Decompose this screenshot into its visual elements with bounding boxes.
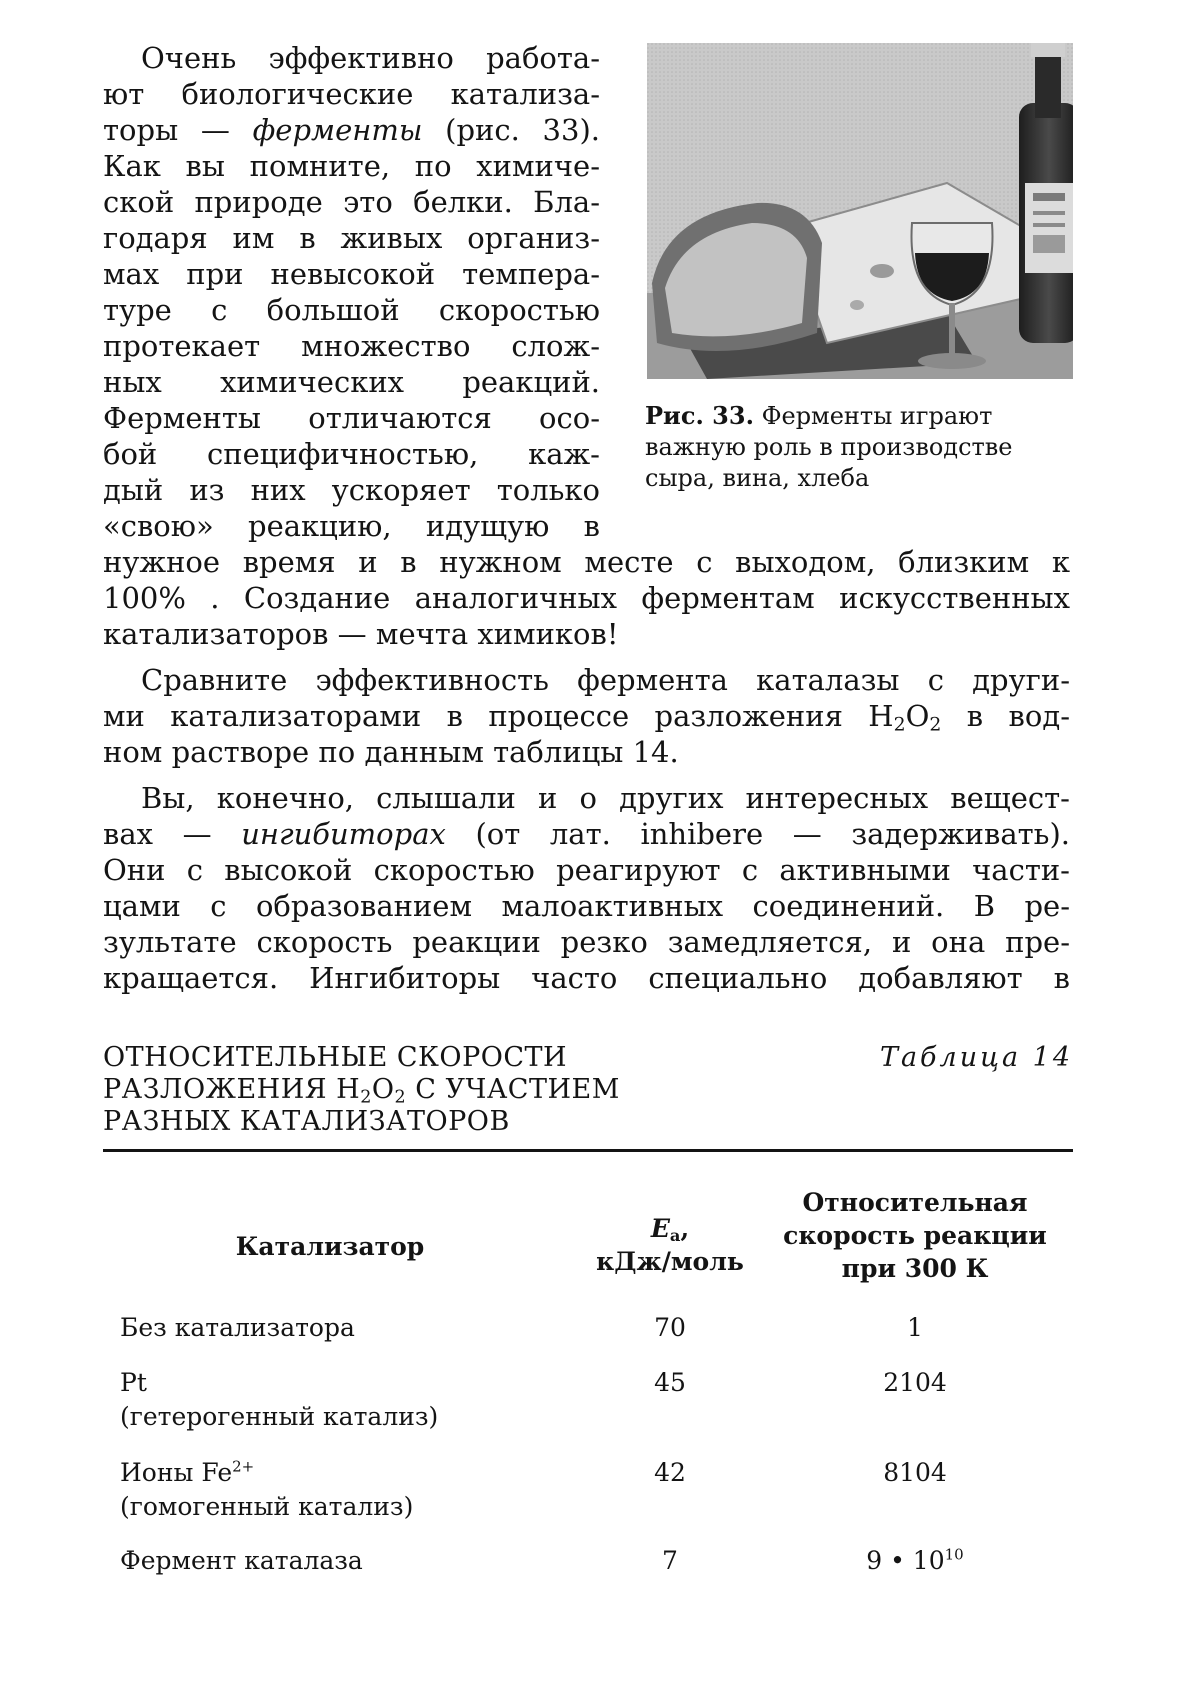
text-fragment: С УЧАСТИЕМ xyxy=(406,1074,620,1105)
subscript: 2 xyxy=(360,1087,372,1108)
table-cell-rate xyxy=(805,1544,1025,1577)
text-line: «свою» реакцию, идущую в xyxy=(103,509,600,543)
caption-label: Рис. 33. xyxy=(645,401,754,430)
table-title-line: ОТНОСИТЕЛЬНЫЕ СКОРОСТИ xyxy=(103,1042,568,1073)
text-fragment: ми катализаторами в процессе разложения H xyxy=(103,699,894,733)
text-line: бой специфичностью, каж- xyxy=(103,437,600,471)
header-line: при 300 К xyxy=(841,1254,989,1283)
figure-caption xyxy=(645,400,1085,494)
ea-subscript: а xyxy=(669,1226,681,1246)
table-title-line xyxy=(103,1074,620,1106)
text-line: Очень эффективно работа- xyxy=(141,41,600,75)
ea-letter: E xyxy=(650,1214,670,1243)
table-title-line: РАЗНЫХ КАТАЛИЗАТОРОВ xyxy=(103,1106,510,1137)
text-line: 100% . Создание аналогичных ферментам искусственных xyxy=(103,581,1070,615)
text-fragment: O xyxy=(371,1074,395,1105)
table-cell-catalyst: Без катализатора xyxy=(120,1313,355,1342)
table-cell-ea: 7 xyxy=(662,1546,678,1575)
text-line: протекает множество слож- xyxy=(103,329,600,363)
header-line: скорость реакции xyxy=(783,1221,1047,1250)
term-fermenty: ферменты xyxy=(252,113,423,147)
text-fragment: в вод- xyxy=(941,699,1070,733)
text-line: ном растворе по данным таблицы 14. xyxy=(103,735,679,769)
table-cell-catalysis-type: (гетерогенный катализ) xyxy=(120,1402,439,1431)
figure-cheese-wine-bread-photo xyxy=(647,43,1073,379)
table-cell-rate: 2104 xyxy=(883,1368,947,1397)
table-cell-ea: 45 xyxy=(654,1368,686,1397)
text-fragment: (рис. 33). xyxy=(422,113,600,147)
text-fragment: Ионы Fe xyxy=(120,1458,233,1487)
table-top-rule xyxy=(103,1149,1073,1152)
text-fragment: вах — xyxy=(103,817,242,851)
table-number-label: Таблица 14 xyxy=(879,1042,1073,1073)
text-fragment: торы — xyxy=(103,113,253,147)
column-header-relative-rate xyxy=(765,1186,1065,1285)
text-line: ской природе это белки. Бла- xyxy=(103,185,600,219)
table-cell-rate: 1 xyxy=(907,1313,923,1342)
text-line: туре с большой скоростью xyxy=(103,293,600,327)
ea-comma: , xyxy=(680,1214,690,1243)
text-fragment: O xyxy=(905,699,930,733)
text-line: нужное время и в нужном месте с выходом, близким к xyxy=(103,545,1070,579)
subscript: 2 xyxy=(929,714,942,736)
ea-symbol xyxy=(560,1212,780,1245)
table-cell-catalyst: Pt xyxy=(120,1368,147,1397)
table-cell-catalyst: Фермент каталаза xyxy=(120,1546,363,1575)
subscript: 2 xyxy=(893,714,906,736)
text-line xyxy=(103,816,1070,853)
text-line: мах при невысокой темпера- xyxy=(103,257,600,291)
table-cell-rate: 8104 xyxy=(883,1458,947,1487)
text-line: дый из них ускоряет только xyxy=(103,473,600,507)
superscript: 2+ xyxy=(232,1457,255,1476)
term-ingibitorah: ингибиторах xyxy=(241,817,446,851)
text-line: кращается. Ингибиторы часто специально добавляют в xyxy=(103,961,1070,995)
text-line xyxy=(103,698,1070,735)
text-line: Сравните эффективность фермента каталазы с други- xyxy=(141,663,1070,697)
text-line: Ферменты отличаются осо- xyxy=(103,401,600,435)
table-cell-catalysis-type: (гомогенный катализ) xyxy=(120,1492,414,1521)
text-line: катализаторов — мечта химиков! xyxy=(103,617,619,651)
table-cell-catalyst xyxy=(120,1456,254,1489)
table-cell-ea: 42 xyxy=(654,1458,686,1487)
text-line: Они с высокой скоростью реагируют с активными части- xyxy=(103,853,1070,887)
text-line: Как вы помните, по химиче- xyxy=(103,149,600,183)
text-line: зультате скорость реакции резко замедляется, и она пре- xyxy=(103,925,1070,959)
text-line: ют биологические катализа- xyxy=(103,77,600,111)
text-fragment: РАЗЛОЖЕНИЯ H xyxy=(103,1074,361,1105)
table-cell-ea: 70 xyxy=(654,1313,686,1342)
text-fragment: (от лат. inhibere — задерживать). xyxy=(445,817,1070,851)
superscript: 10 xyxy=(944,1545,964,1564)
text-line: цами с образованием малоактивных соединений. В ре- xyxy=(103,889,1070,923)
photo-illustration xyxy=(647,43,1073,379)
column-header-catalyst: Катализатор xyxy=(235,1232,425,1261)
column-header-activation-energy xyxy=(560,1212,780,1278)
header-line: Относительная xyxy=(802,1188,1028,1217)
text-line: Вы, конечно, слышали и о других интересных вещест- xyxy=(141,781,1070,815)
text-line: ных химических реакций. xyxy=(103,365,600,399)
text-line: годаря им в живых организ- xyxy=(103,221,600,255)
ea-unit: кДж/моль xyxy=(596,1247,744,1276)
text-line xyxy=(103,112,600,149)
text-fragment: 9 • 10 xyxy=(866,1546,945,1575)
subscript: 2 xyxy=(394,1087,407,1108)
caption-text: Ферменты играют важную роль в производстве сыра, вина, хлеба xyxy=(645,402,1013,492)
